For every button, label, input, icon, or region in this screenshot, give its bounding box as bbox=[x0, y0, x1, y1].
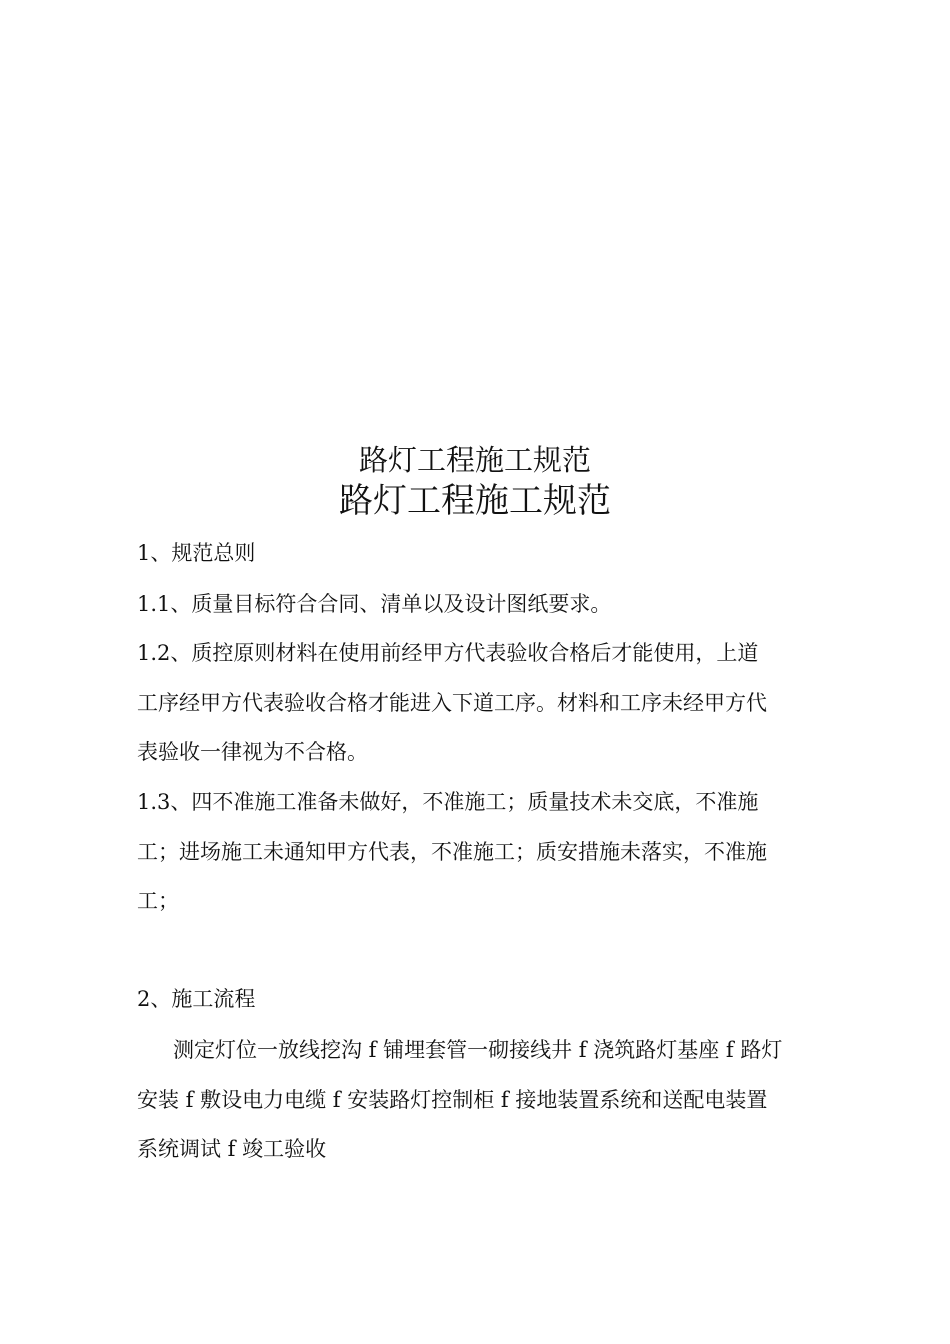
item-1-2-line-3: 表验收一律视为不合格。 bbox=[137, 740, 368, 764]
item-1-1: 1.1、质量目标符合合同、清单以及设计图纸要求。 bbox=[137, 592, 612, 616]
document-title-large: 路灯工程施工规范 bbox=[339, 481, 611, 521]
item-1-2-line-2: 工序经甲方代表验收合格才能进入下道工序。材料和工序未经甲方代 bbox=[137, 691, 767, 715]
item-1-3-line-2: 工；进场施工未通知甲方代表，不准施工；质安措施未落实，不准施 bbox=[137, 840, 767, 864]
flow-line-3: 系统调试 f 竣工验收 bbox=[137, 1137, 327, 1161]
section-1-heading: 1、规范总则 bbox=[137, 541, 256, 565]
document-title-small: 路灯工程施工规范 bbox=[358, 443, 591, 477]
flow-line-1: 测定灯位一放线挖沟 f 铺埋套管一砌接线井 f 浇筑路灯基座 f 路灯 bbox=[173, 1038, 783, 1062]
item-1-3-line-1: 1.3、四不准施工准备未做好，不准施工；质量技术未交底，不准施 bbox=[137, 790, 759, 814]
section-2-heading: 2、施工流程 bbox=[137, 987, 256, 1011]
item-1-2-line-1: 1.2、质控原则材料在使用前经甲方代表验收合格后才能使用，上道 bbox=[137, 641, 759, 665]
item-1-3-line-3: 工； bbox=[137, 889, 179, 913]
flow-line-2: 安装 f 敷设电力电缆 f 安装路灯控制柜 f 接地装置系统和送配电装置 bbox=[137, 1088, 768, 1112]
